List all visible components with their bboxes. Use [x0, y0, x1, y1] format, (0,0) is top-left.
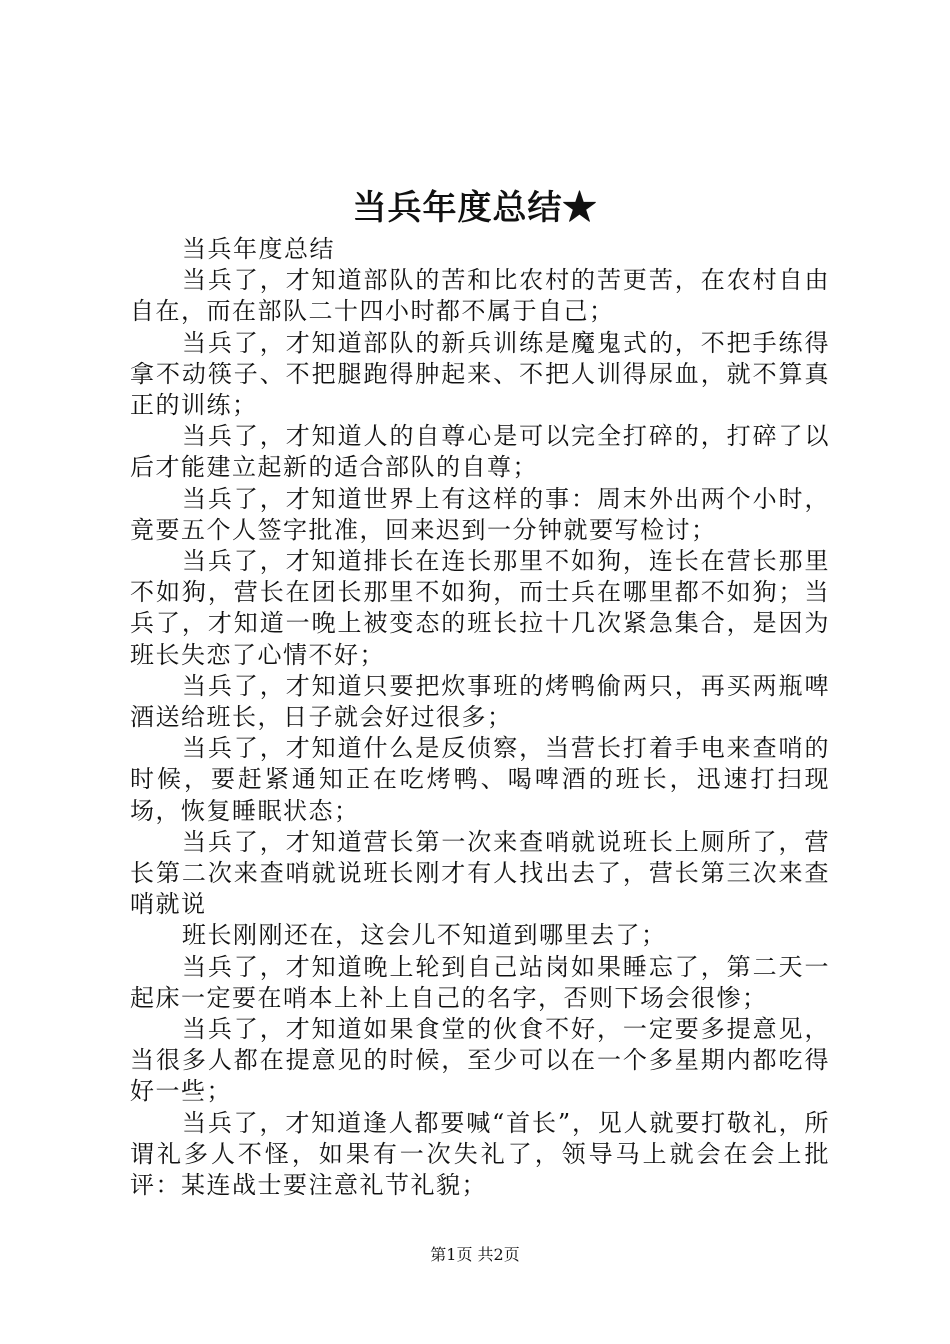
paragraph: 当兵了，才知道逢人都要喊“首长”，见人就要打敬礼，所谓礼多人不怪，如果有一次失礼了，领导马上就会在会上批评：某连战士要注意礼节礼貌； — [130, 1108, 830, 1200]
page-footer: 第1页 共2页 — [430, 1245, 520, 1264]
paragraph: 当兵年度总结 — [182, 235, 335, 263]
paragraph: 当兵了，才知道只要把炊事班的烤鸭偷两只，再买两瓶啤酒送给班长，日子就会好过很多； — [130, 671, 830, 732]
paragraph: 当兵了，才知道晚上轮到自己站岗如果睡忘了，第二天一起床一定要在哨本上补上自己的名字，否则下场会很惨； — [130, 952, 830, 1012]
paragraph: 当兵了，才知道如果食堂的伙食不好，一定要多提意见，当很多人都在提意见的时候，至少可以在一个多星期内都吃得好一些； — [130, 1015, 830, 1106]
paragraph: 当兵了，才知道排长在连长那里不如狗，连长在营长那里不如狗，营长在团长那里不如狗，而士兵在哪里都不如狗；当兵了，才知道一晚上被变态的班长拉十几次紧急集合，是因为班长失恋了心情不好； — [130, 547, 830, 669]
paragraph: 当兵了，才知道世界上有这样的事：周末外出两个小时，竟要五个人签字批准，回来迟到一分钟就要写检讨； — [130, 484, 830, 544]
paragraph: 当兵了，才知道什么是反侦察，当营长打着手电来查哨的时候，要赶紧通知正在吃烤鸭、喝啤酒的班长，迅速打扫现场，恢复睡眠状态； — [130, 734, 830, 825]
paragraph: 当兵了，才知道营长第一次来查哨就说班长上厕所了，营长第二次来查哨就说班长刚才有人找出去了，营长第三次来查哨就说 — [130, 827, 830, 919]
document-body — [130, 234, 830, 1201]
document-title: 当兵年度总结★ — [352, 188, 598, 228]
paragraph: 当兵了，才知道部队的苦和比农村的苦更苦，在农村自由自在，而在部队二十四小时都不属于自己； — [130, 266, 830, 326]
paragraph: 当兵了，才知道部队的新兵训练是魔鬼式的，不把手练得拿不动筷子、不把腿跑得肿起来、不把人训得尿血，就不算真正的训练； — [130, 328, 830, 420]
paragraph: 当兵了，才知道人的自尊心是可以完全打碎的，打碎了以后才能建立起新的适合部队的自尊； — [130, 422, 830, 482]
paragraph: 班长刚刚还在，这会儿不知道到哪里去了； — [182, 921, 667, 950]
